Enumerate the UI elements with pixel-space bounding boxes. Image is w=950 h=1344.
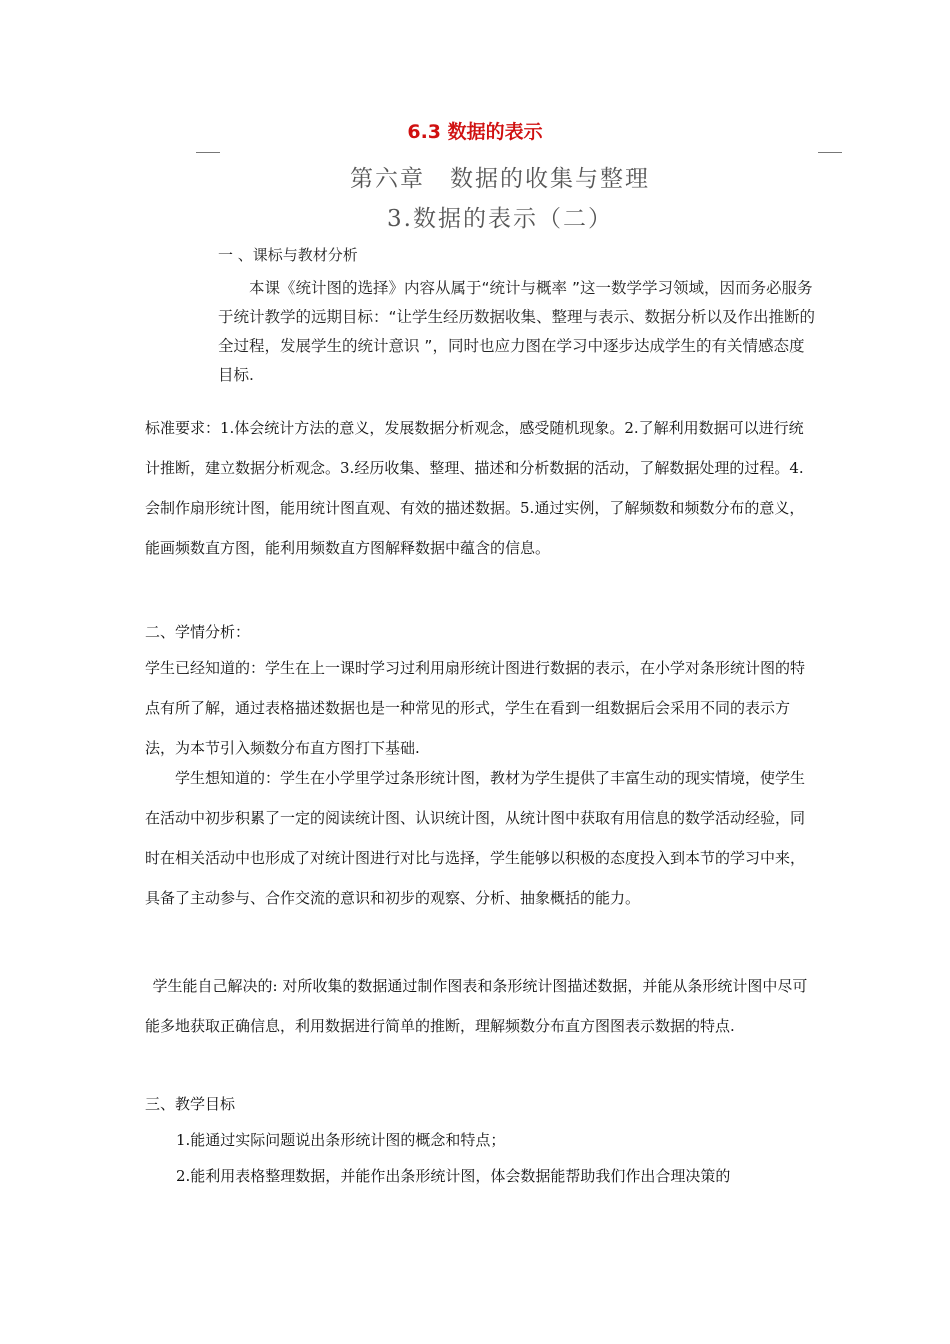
known-paragraph: 学生已经知道的：学生在上一课时学习过利用扇形统计图进行数据的表示，在小学对条形统计图的特点有所了解，通过表格描述数据也是一种常见的形式，学生在看到一组数据后会采用不同的表示方法，为本节引入频数分布直方图打下基础. [145,659,806,757]
want-paragraph: 学生想知道的：学生在小学里学过条形统计图，教材为学生提供了丰富生动的现实情境，使学生在活动中初步积累了一定的阅读统计图、认识统计图，从统计图中获取有用信息的数学活动经验，同时在相关活动中也形成了对统计图进行对比与选择，学生能够以积极的态度投入到本节的学习中来，具备了主动参与、合作交流的意识和初步的观察、分析、抽象概括的能力。 [145,769,806,907]
standards-paragraph: 标准要求：1.体会统计方法的意义，发展数据分析观念，感受随机现象。2.了解利用数据可以进行统计推断，建立数据分析观念。3.经历收集、整理、描述和分析数据的活动，了解数据处理的过程。4.会制作扇形统计图，能用统计图直观、有效的描述数据。5.通过实例，了解频数和频数分布的意义，能画频数直方图，能利用频数直方图解释数据中蕴含的信息。 [145,419,805,557]
section1-heading: 一 、课标与教材分析 [218,246,358,264]
section1-paragraph: 本课《统计图的选择》内容从属于“统计与概率 ”这一数学学习领域，因而务必服务于统计教学的远期目标：“让学生经历数据收集、整理与表示、数据分析以及作出推断的全过程，发展学生的统计意识 ”，同时也应力图在学习中逐步达成学生的有关情感态度目标. [218,279,816,384]
corner-mark-left [196,152,220,153]
goal-item: 1.能通过实际问题说出条形统计图的概念和特点； [176,1131,506,1149]
section3-heading: 三、教学目标 [145,1095,236,1113]
page-title: 6.3 数据的表示 [407,121,543,143]
chapter-title: 第六章 数据的收集与整理 [350,166,650,192]
corner-mark-right [818,152,842,153]
lesson-title: 3.数据的表示（二） [387,206,613,232]
goal-item: 2.能利用表格整理数据，并能作出条形统计图，体会数据能帮助我们作出合理决策的 [176,1167,731,1185]
section2-heading: 二、学情分析： [145,623,251,641]
can-solve-paragraph: 学生能自己解决的: 对所收集的数据通过制作图表和条形统计图描述数据，并能从条形统计图中尽可能多地获取正确信息，利用数据进行简单的推断，理解频数分布直方图图表示数据的特点. [145,977,808,1035]
